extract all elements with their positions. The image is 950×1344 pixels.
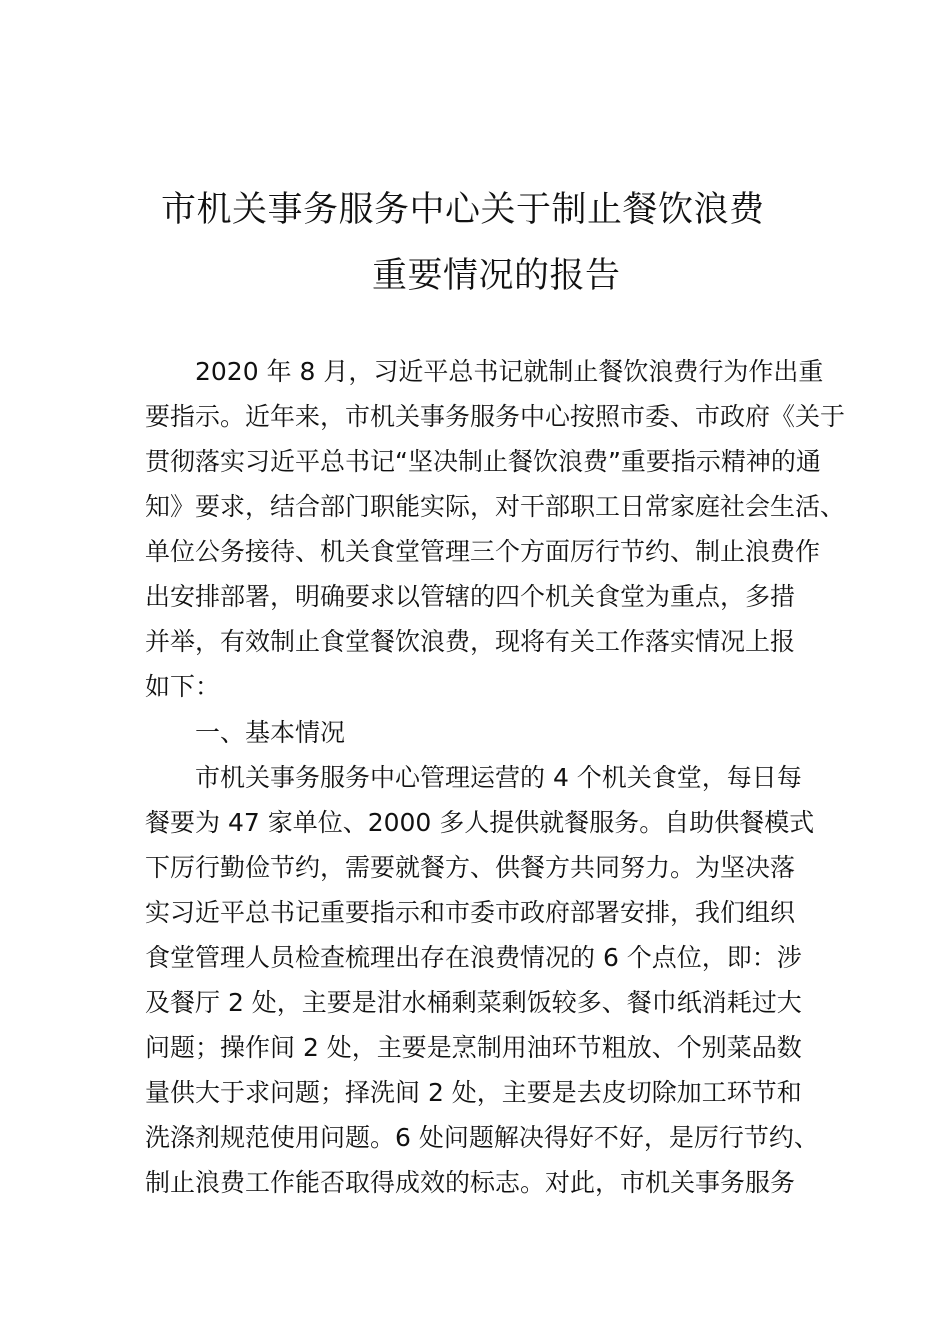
paragraph-line: 知》要求，结合部门职能实际，对干部职工日常家庭社会生活、 bbox=[145, 492, 846, 521]
paragraph-line: 如下： bbox=[145, 672, 221, 701]
paragraph-line: 下厉行勤俭节约，需要就餐方、供餐方共同努力。为坚决落 bbox=[145, 853, 796, 882]
paragraph-line: 贯彻落实习近平总书记“坚决制止餐饮浪费”重要指示精神的通 bbox=[145, 447, 821, 476]
title-line-2: 重要情况的报告 bbox=[372, 256, 621, 296]
paragraph-line: 出安排部署，明确要求以管辖的四个机关食堂为重点，多措 bbox=[145, 582, 796, 611]
paragraph-line: 要指示。近年来，市机关事务服务中心按照市委、市政府《关于 bbox=[145, 402, 846, 431]
paragraph-line: 餐要为 47 家单位、2000 多人提供就餐服务。自助供餐模式 bbox=[145, 808, 815, 837]
paragraph-line: 2020 年 8 月，习近平总书记就制止餐饮浪费行为作出重 bbox=[195, 357, 824, 386]
paragraph-line: 量供大于求问题；择洗间 2 处，主要是去皮切除加工环节和 bbox=[145, 1078, 802, 1107]
paragraph-line: 制止浪费工作能否取得成效的标志。对此，市机关事务服务 bbox=[145, 1168, 796, 1197]
paragraph-line: 洗涤剂规范使用问题。6 处问题解决得好不好，是厉行节约、 bbox=[145, 1123, 819, 1152]
paragraph-line: 食堂管理人员检查梳理出存在浪费情况的 6 个点位，即：涉 bbox=[145, 943, 802, 972]
title-line-1: 市机关事务服务中心关于制止餐饮浪费 bbox=[161, 190, 765, 230]
section-heading: 一、基本情况 bbox=[195, 718, 346, 747]
paragraph-line: 单位公务接待、机关食堂管理三个方面厉行节约、制止浪费作 bbox=[145, 537, 821, 566]
paragraph-line: 实习近平总书记重要指示和市委市政府部署安排，我们组织 bbox=[145, 898, 796, 927]
paragraph-line: 市机关事务服务中心管理运营的 4 个机关食堂，每日每 bbox=[195, 763, 802, 792]
paragraph-line: 及餐厅 2 处，主要是泔水桶剩菜剩饭较多、餐巾纸消耗过大 bbox=[145, 988, 802, 1017]
paragraph-line: 问题；操作间 2 处，主要是烹制用油环节粗放、个别菜品数 bbox=[145, 1033, 802, 1062]
paragraph-line: 并举，有效制止食堂餐饮浪费，现将有关工作落实情况上报 bbox=[145, 627, 796, 656]
